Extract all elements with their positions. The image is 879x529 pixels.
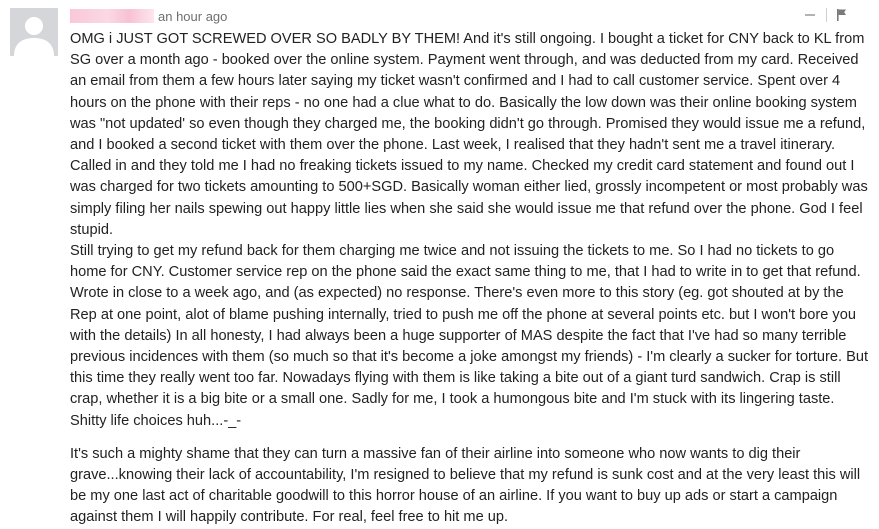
- comment-header: [70, 6, 227, 26]
- flag-icon[interactable]: [835, 7, 849, 23]
- divider: [826, 8, 827, 22]
- minus-icon[interactable]: [802, 7, 818, 23]
- avatar[interactable]: [10, 8, 58, 56]
- default-user-avatar-icon: [10, 8, 58, 56]
- comment-actions: [802, 7, 849, 23]
- comment-body: [70, 29, 870, 529]
- timestamp[interactable]: an hour ago: [158, 8, 228, 24]
- comment-paragraph: OMG i JUST GOT SCREWED OVER SO BADLY BY THEM! And it's still ongoing. I bought a ticket for CNY back to KL from SG over a month ago - booked over the online system. Payment went through, and was deducted from my card. Received an email from them a few hours later saying my ticket wasn't confirmed and I had to call customer service. Spent over 4 hours on the phone with their reps - no one had a clue what to do. Basically the low down was their online booking system was "not updated' so even though they charged me, the booking didn't go through. Promised they would issue me a refund, and I booked a second ticket with them over the phone. Last week, I realised that they hadn't sent me a travel itinerary. Called in and they told me I had no freaking tickets issued to my name. Checked my credit card statement and found out I was charged for two tickets amounting to 500+SGD. Basically woman either lied, grossly incompetent or most probably was simply filing her nails spewing out happy little lies when she said she would issue me that refund over the phone. God I feel stupid.: [70, 31, 868, 238]
- comment-paragraph: Still trying to get my refund back for them charging me twice and not issuing the tickets to me. So I had no tickets to go home for CNY. Customer service rep on the phone said the exact same thing to me, that I had to write in to get that refund. Wrote in close to a week ago, and (as expected) no response. There's even more to this story (eg. got shouted at by the Rep at one point, alot of blame pushing internally, tried to push me off the phone at several points etc. but I won't bore you with the details) In all honesty, I had always been a huge supporter of MAS despite the fact that I've had so many terrible previous incidences with them (so much so that it's become a joke amongst my friends) - I'm clearly a sucker for torture. But this time they really went too far. Nowadays flying with them is like taking a bite out of a giant turd sandwich. Crap is still crap, whether it is a big bite or a small one. Sadly for me, I took a humongous bite and I'm stuck with its lingering taste. Shitty life choices huh...-_-: [70, 243, 869, 429]
- username-redacted[interactable]: [70, 9, 154, 23]
- comment-paragraph: It's such a mighty shame that they can turn a massive fan of their airline into someone who now wants to dig their grave...knowing their lack of accountability, I'm resigned to believe that my refund is sunk cost and at the very least this will be my one last act of charitable goodwill to this horror house of an airline. If you want to buy up ads or start a campaign against them I will happily contribute. For real, feel free to hit me up.: [70, 445, 861, 526]
